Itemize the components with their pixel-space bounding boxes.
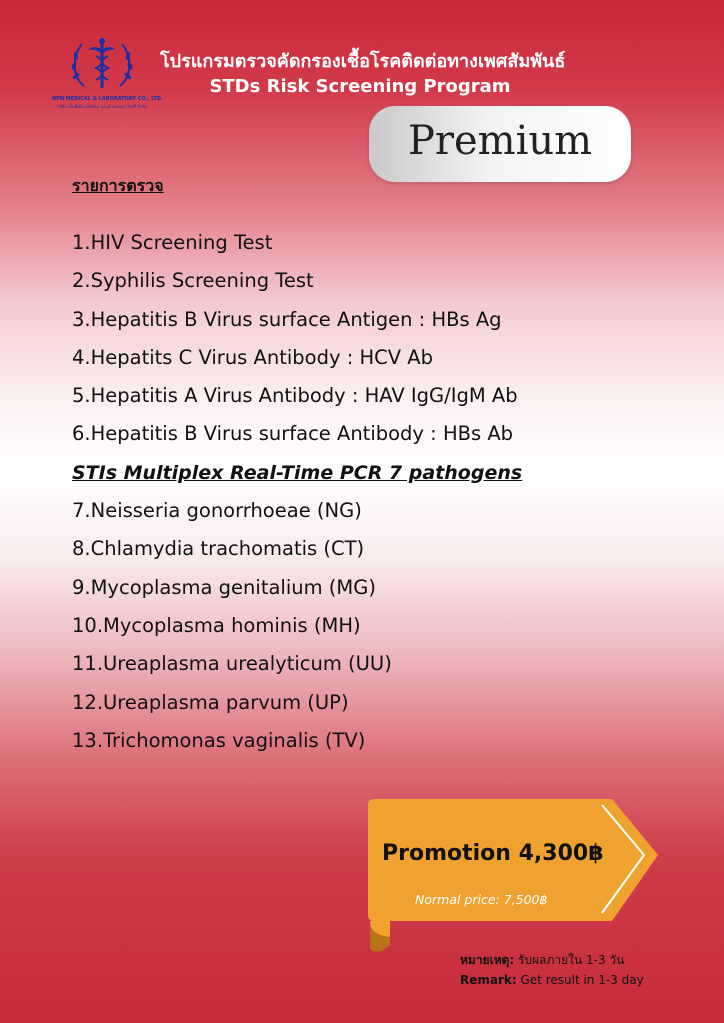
caduceus-laurel-logo-icon: [62, 36, 142, 96]
program-title-english: STDs Risk Screening Program: [209, 76, 511, 97]
program-title-thai: โปรแกรมตรวจคัดกรองเชื้อโรคติดต่อทางเพศสัมพันธ์: [160, 51, 566, 72]
promotion-ribbon-shape: [368, 795, 660, 955]
logo-company-name: NPN MEDICAL & LABORATORY CO., LTD.: [52, 96, 163, 102]
remark-thai: [460, 950, 644, 970]
test-list-heading: รายการตรวจ: [72, 176, 164, 195]
remark-english-label: Remark:: [460, 973, 517, 987]
test-item: 4.Hepatits C Virus Antibody : HCV Ab: [72, 345, 434, 369]
normal-price: Normal price: 7,500฿: [415, 892, 548, 907]
premium-badge-label: Premium: [407, 118, 593, 164]
remark-english: [460, 970, 644, 990]
test-item: 1.HIV Screening Test: [72, 231, 273, 254]
test-list: [72, 228, 522, 764]
pcr-subheading: STIs Multiplex Real-Time PCR 7 pathogens: [72, 461, 523, 484]
test-item: 3.Hepatitis B Virus surface Antigen : HBs Ag: [72, 307, 502, 331]
test-item: 10.Mycoplasma hominis (MH): [72, 613, 361, 637]
test-item: 2.Syphilis Screening Test: [72, 269, 314, 293]
promotion-banner: [368, 795, 660, 955]
test-item: 9.Mycoplasma genitalium (MG): [72, 575, 376, 599]
test-item: 11.Ureaplasma urealyticum (UU): [72, 652, 392, 676]
test-item: 5.Hepatitis A Virus Antibody : HAV IgG/IgM Ab: [72, 384, 518, 408]
test-item: 12.Ureaplasma parvum (UP): [72, 690, 349, 714]
logo-company-subtext: บริษัท เอ็นพีเอ็น เมดิคอล แอนด์ แลบบอราทอรี่ จำกัด: [56, 104, 148, 109]
remark-english-text: Get result in 1-3 day: [516, 973, 644, 987]
test-item: 13.Trichomonas vaginalis (TV): [72, 728, 366, 752]
test-item: 6.Hepatitis B Virus surface Antibody : HBs Ab: [72, 422, 514, 446]
promotion-price: Promotion 4,300฿: [382, 841, 604, 866]
remark-thai-label: หมายเหตุ:: [460, 953, 515, 967]
remark-thai-text: รับผลภายใน 1-3 วัน: [514, 953, 625, 967]
remark-block: [460, 950, 644, 990]
test-item: 8.Chlamydia trachomatis (CT): [72, 537, 365, 561]
test-item: 7.Neisseria gonorrhoeae (NG): [72, 499, 362, 523]
company-logo: [52, 36, 163, 116]
premium-badge: [369, 106, 631, 182]
